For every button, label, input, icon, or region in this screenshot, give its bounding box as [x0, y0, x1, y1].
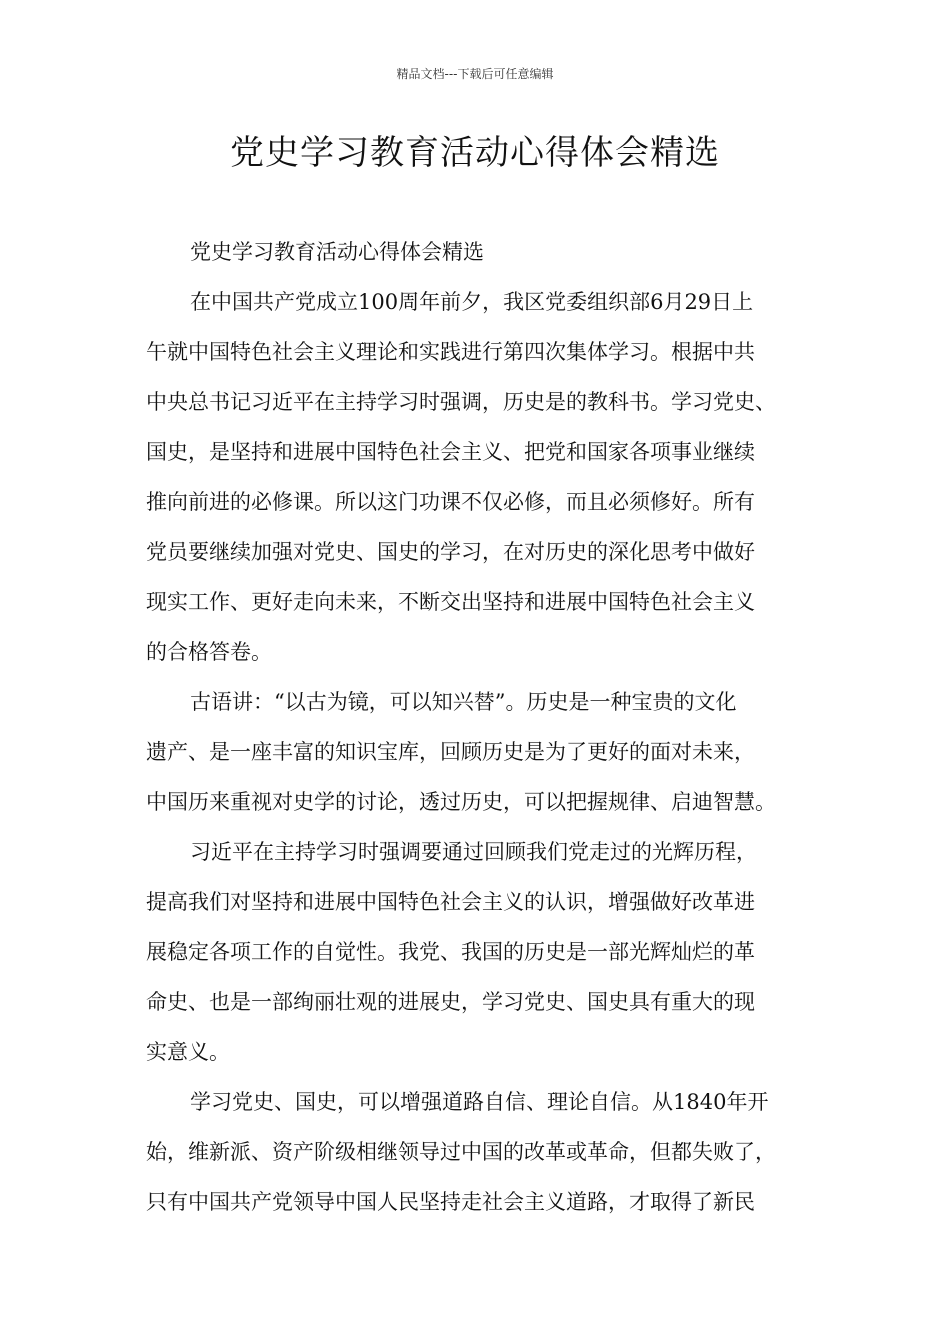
text-line: 展稳定各项工作的自觉性。我党、我国的历史是一部光辉灿烂的革 — [146, 940, 755, 964]
text-line: 学习党史、国史，可以增强道路自信、理论自信。从1840年开 — [190, 1090, 769, 1114]
text-line: 党史学习教育活动心得体会精选 — [190, 240, 484, 264]
text-line: 始，维新派、资产阶级相继领导过中国的改革或革命，但都失败了， — [146, 1140, 776, 1164]
text-line: 只有中国共产党领导中国人民坚持走社会主义道路，才取得了新民 — [146, 1190, 755, 1214]
text-line: 习近平在主持学习时强调要通过回顾我们党走过的光辉历程， — [190, 840, 757, 864]
document-body — [146, 227, 826, 1227]
text-line: 的合格答卷。 — [146, 640, 272, 664]
text-line: 国史，是坚持和进展中国特色社会主义、把党和国家各项事业继续 — [146, 440, 755, 464]
text-line: 中央总书记习近平在主持学习时强调，历史是的教科书。学习党史、 — [146, 390, 776, 414]
header-note: 精品文档---下载后可任意编辑 — [396, 67, 554, 81]
text-line: 现实工作、更好走向未来，不断交出坚持和进展中国特色社会主义 — [146, 590, 755, 614]
text-line: 古语讲：“以古为镜，可以知兴替”。历史是一种宝贵的文化 — [190, 690, 737, 714]
text-line: 遗产、是一座丰富的知识宝库，回顾历史是为了更好的面对未来， — [146, 740, 755, 764]
text-line: 推向前进的必修课。所以这门功课不仅必修，而且必须修好。所有 — [146, 490, 755, 514]
text-line: 在中国共产党成立100周年前夕，我区党委组织部6月29日上 — [190, 290, 754, 314]
text-line: 命史、也是一部绚丽壮观的进展史，学习党史、国史具有重大的现 — [146, 990, 755, 1014]
text-line: 提高我们对坚持和进展中国特色社会主义的认识，增强做好改革进 — [146, 890, 755, 914]
text-line: 实意义。 — [146, 1040, 230, 1064]
text-line: 午就中国特色社会主义理论和实践进行第四次集体学习。根据中共 — [146, 340, 755, 364]
document-title: 党史学习教育活动心得体会精选 — [230, 133, 720, 173]
text-line: 党员要继续加强对党史、国史的学习，在对历史的深化思考中做好 — [146, 540, 755, 564]
text-line: 中国历来重视对史学的讨论，透过历史，可以把握规律、启迪智慧。 — [146, 790, 776, 814]
